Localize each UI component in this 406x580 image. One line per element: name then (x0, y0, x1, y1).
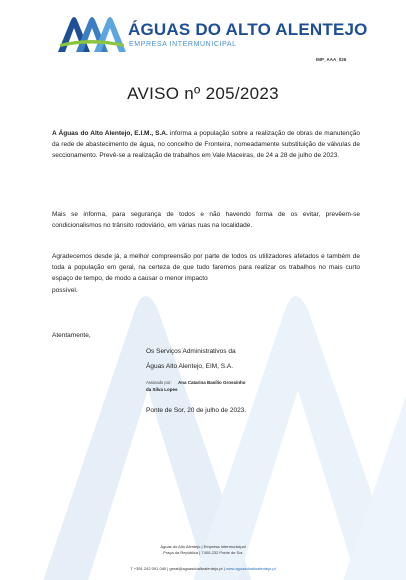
footer-line-2: Praça da República | 7400-232 Ponte de Sor (163, 550, 243, 555)
footer-contacts (0, 566, 406, 572)
signed-by-name-continued: da Silva Lopes (146, 387, 178, 392)
paragraph-2: Mais se informa, para segurança de todos e não havendo forma de os evitar, prevêem-se condicionalismos no trânsito rodoviário, em várias ruas na localidade. (52, 211, 360, 230)
signature-line-2: Águas Alto Alentejo, EIM, S.A. (146, 363, 234, 370)
watermark-logo-icon (40, 270, 406, 580)
brand-name: ÁGUAS DO ALTO ALENTEJO (128, 20, 368, 39)
brand-subtitle: EMPRESA INTERMUNICIPAL (129, 41, 237, 48)
salutation: Atentamente, (52, 332, 91, 339)
company-logo (56, 14, 368, 54)
signed-by-name: Ana Catarina Basílio Grossinho (178, 380, 246, 385)
place-date: Ponte de Sor, 20 de julho de 2023. (146, 407, 247, 414)
document-ref-code: IMP_AAA_026 (316, 57, 347, 62)
paragraph-3-end: possível. (52, 286, 78, 294)
paragraph-1-lead: A Águas do Alto Alentejo, E.I.M., S.A. (52, 130, 168, 137)
notice-title: AVISO nº 205/2023 (127, 84, 279, 103)
paragraph-3 (52, 251, 360, 296)
signed-by-label: Assinado por: (146, 380, 172, 385)
footer-contacts-text: T +351 242 001 040 | geral@aguasdoaltoalentejo.pt | (130, 566, 226, 571)
paragraph-3-text: Agradecemos desde já, a melhor compreensão por parte de todos os utilizadores afetados e também de toda a população em geral, na certeza de que tudo faremos para realizar os trabalhos no mais curto espaço de tempo, de modo a causar o menor impacto (52, 253, 360, 283)
footer-website-link[interactable]: www.aguasdoaltoalentejo.pt (225, 566, 276, 571)
aaa-logo-mark-icon (56, 14, 126, 54)
footer-line-1: Águas do Alto Alentejo | Empresa Intermunicipal (160, 544, 246, 549)
paragraph-1-text: informa a população sobre a realização de obras de manutenção da rede de abastecimento de água, no concelho de Fronteira, nomeadamente substituição de válvulas de seccionamento. Prevê-se a realização de trabalhos em Vale Maceiras, de 24 a 28 de julho de 2023. (52, 130, 360, 160)
signature-line-1: Os Serviços Administrativos da (146, 348, 236, 355)
paragraph-1 (52, 128, 360, 162)
